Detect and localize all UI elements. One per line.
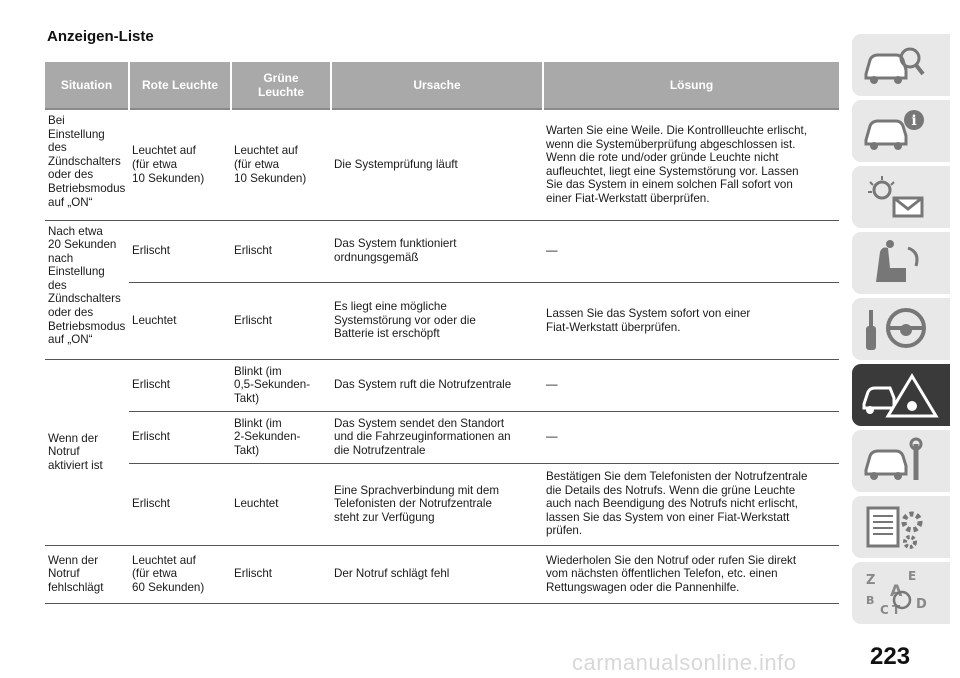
cell-solution: — xyxy=(543,359,839,411)
tab-specs[interactable] xyxy=(852,496,950,558)
warning-lights-icon xyxy=(860,172,930,222)
header-red-light: Rote Leuchte xyxy=(129,62,231,109)
tab-emergency-active[interactable] xyxy=(852,364,950,426)
cell-solution: Bestätigen Sie dem Telefonisten der Notrufzentrale die Details des Notrufs. Wenn die grüne Leuchte auch nach Beendigung des Notrufs nicht erlischt, lassen Sie das System von einer Fiat-Werkstatt prüfen. xyxy=(543,463,839,545)
table-header-row xyxy=(45,62,839,109)
cell-solution: — xyxy=(543,411,839,463)
cell-cause: Das System ruft die Notrufzentrale xyxy=(331,359,543,411)
header-green-light: Grüne Leuchte xyxy=(231,62,331,109)
cell-green: Erlischt xyxy=(231,545,331,603)
tab-airbag-seat[interactable] xyxy=(852,232,950,294)
cell-cause: Eine Sprachverbindung mit dem Telefonisten der Notrufzentrale steht zur Verfügung xyxy=(331,463,543,545)
cell-green: Erlischt xyxy=(231,220,331,282)
cell-red: Erlischt xyxy=(129,411,231,463)
table-row xyxy=(45,282,839,359)
cell-solution: Lassen Sie das System sofort von einer Fiat-Werkstatt überprüfen. xyxy=(543,282,839,359)
airbag-seat-icon xyxy=(860,238,930,288)
car-crash-warning-icon xyxy=(860,370,940,424)
cell-situation: Wenn der Notruf fehlschlägt xyxy=(45,545,129,603)
tab-car-info[interactable] xyxy=(852,100,950,162)
cell-red: Leuchtet auf (für etwa 10 Sekunden) xyxy=(129,109,231,220)
table-row xyxy=(45,463,839,545)
cell-red: Leuchtet auf (für etwa 60 Sekunden) xyxy=(129,545,231,603)
svg-text:Z: Z xyxy=(866,573,876,588)
cell-cause: Das System sendet den Standort und die Fahrzeuginformationen an die Notrufzentrale xyxy=(331,411,543,463)
key-steering-icon xyxy=(860,304,940,358)
specs-gear-icon xyxy=(860,502,930,552)
cell-red: Leuchtet xyxy=(129,282,231,359)
table-row xyxy=(45,109,839,220)
car-search-icon xyxy=(860,40,930,90)
header-situation: Situation xyxy=(45,62,129,109)
page-number: 223 xyxy=(870,643,911,670)
cell-solution: Wiederholen Sie den Notruf oder rufen Sie direkt vom nächsten öffentlichen Telefon, etc. einen Rettungswagen oder die Pannenhilfe. xyxy=(543,545,839,603)
cell-red: Erlischt xyxy=(129,220,231,282)
header-cause: Ursache xyxy=(331,62,543,109)
chapter-tabs xyxy=(852,34,960,628)
index-alphabet-icon xyxy=(860,568,930,618)
tab-key-steering[interactable] xyxy=(852,298,950,360)
tab-warning-lights[interactable] xyxy=(852,166,950,228)
cell-green: Blinkt (im 0,5-Sekunden- Takt) xyxy=(231,359,331,411)
cell-situation: Nach etwa 20 Sekunden nach Einstellung des Zündschalters oder des Betriebsmodus auf „ON“ xyxy=(45,220,129,359)
svg-text:C: C xyxy=(880,603,889,617)
svg-text:T: T xyxy=(892,603,901,617)
indicator-table xyxy=(45,62,839,604)
cell-green: Erlischt xyxy=(231,282,331,359)
car-tools-icon xyxy=(860,436,930,486)
cell-red: Erlischt xyxy=(129,463,231,545)
cell-solution: Warten Sie eine Weile. Die Kontrollleuchte erlischt, wenn die Systemüberprüfung abgeschlossen ist. Wenn die rote und/oder gründe Leuchte nicht aufleuchtet, liegt eine Systemstörung vor. Lassen Sie das System in einem solchen Fall sofort von einer Fiat-Werkstatt überprüfen. xyxy=(543,109,839,220)
cell-situation: Wenn der Notruf aktiviert ist xyxy=(45,359,129,545)
cell-cause: Das System funktioniert ordnungsgemäß xyxy=(331,220,543,282)
svg-text:D: D xyxy=(916,597,927,612)
table-row xyxy=(45,411,839,463)
table-row xyxy=(45,545,839,603)
tab-index[interactable] xyxy=(852,562,950,624)
svg-text:i: i xyxy=(911,113,917,129)
svg-text:A: A xyxy=(890,581,903,600)
header-solution: Lösung xyxy=(543,62,839,109)
table-row xyxy=(45,220,839,282)
cell-cause: Der Notruf schlägt fehl xyxy=(331,545,543,603)
page-title: Anzeigen-Liste xyxy=(47,28,154,45)
cell-cause: Es liegt eine mögliche Systemstörung vor oder die Batterie ist erschöpft xyxy=(331,282,543,359)
watermark: carmanualsonline.info xyxy=(572,650,797,675)
cell-green: Leuchtet xyxy=(231,463,331,545)
cell-green: Blinkt (im 2-Sekunden- Takt) xyxy=(231,411,331,463)
cell-green: Leuchtet auf (für etwa 10 Sekunden) xyxy=(231,109,331,220)
svg-text:E: E xyxy=(908,569,917,583)
svg-text:B: B xyxy=(866,594,875,607)
tab-car-tools[interactable] xyxy=(852,430,950,492)
table-row xyxy=(45,359,839,411)
cell-red: Erlischt xyxy=(129,359,231,411)
cell-cause: Die Systemprüfung läuft xyxy=(331,109,543,220)
cell-solution: — xyxy=(543,220,839,282)
car-info-icon xyxy=(860,106,930,156)
cell-situation: Bei Einstellung des Zündschalters oder des Betriebsmodus auf „ON“ xyxy=(45,109,129,220)
tab-car-search[interactable] xyxy=(852,34,950,96)
